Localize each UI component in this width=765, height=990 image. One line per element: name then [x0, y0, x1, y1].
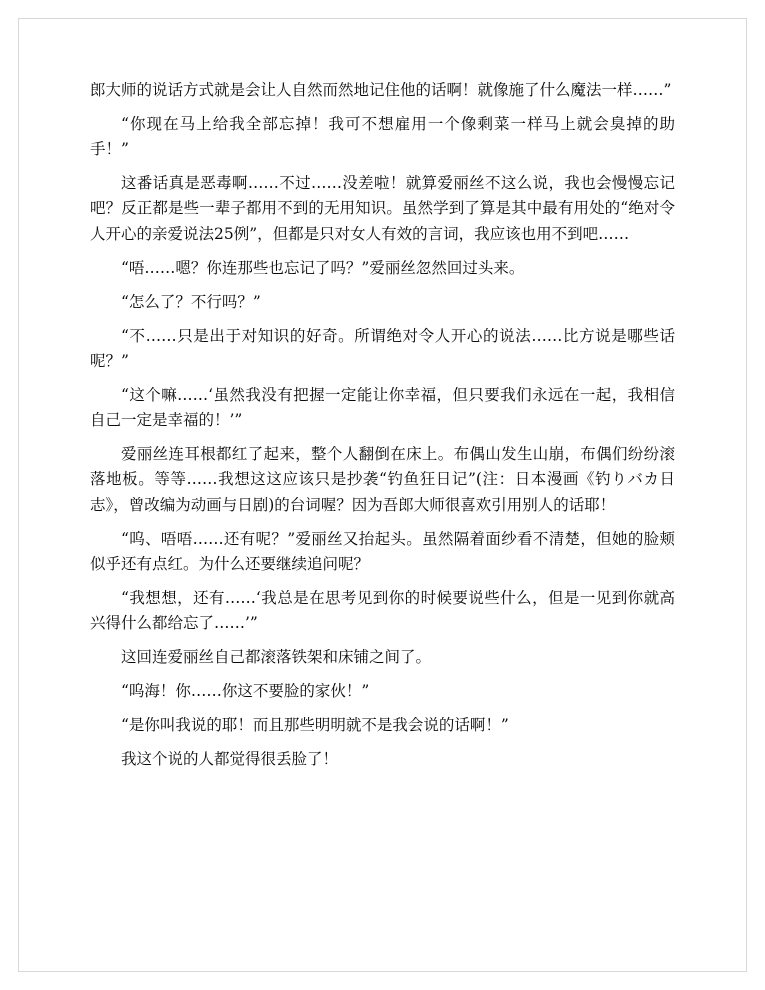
paragraph: 郎大师的说话方式就是会让人自然而然地记住他的话啊！就像施了什么魔法一样……”	[90, 81, 672, 99]
page-text-body	[90, 78, 675, 782]
paragraph: 我这个说的人都觉得很丢脸了！	[121, 750, 339, 769]
paragraph: “怎么了？不行吗？”	[121, 292, 261, 311]
paragraph: “是你叫我说的耶！而且那些明明就不是我会说的话啊！”	[121, 716, 509, 735]
paragraph: 这番话真是恶毒啊……不过……没差啦！就算爱丽丝不这么说，我也会慢慢忘记吧？反正都是些一辈子都用不到的无用知识。虽然学到了算是其中最有用处的“绝对令人开心的亲爱说法25例”，但都是只对女人有效的言词，我应该也用不到吧……	[90, 174, 675, 243]
paragraph: “呜海！你……你这不要脸的家伙！”	[121, 682, 370, 701]
paragraph: “我想想，还有……‘我总是在思考见到你的时候要说些什么，但是一见到你就高兴得什么都给忘了……’”	[90, 588, 675, 632]
paragraph: “呜、唔唔……还有呢？”爱丽丝又抬起头。虽然隔着面纱看不清楚，但她的脸颊似乎还有点红。为什么还要继续追问呢？	[90, 529, 675, 573]
paragraph: “唔……嗯？你连那些也忘记了吗？”爱丽丝忽然回过头来。	[121, 258, 525, 277]
paragraph: “不……只是出于对知识的好奇。所谓绝对令人开心的说法……比方说是哪些话呢？”	[90, 326, 675, 370]
paragraph: “这个嘛……‘虽然我没有把握一定能让你幸福，但只要我们永远在一起，我相信自己一定是幸福的！’”	[90, 386, 675, 430]
paragraph: “你现在马上给我全部忘掉！我可不想雇用一个像剩菜一样马上就会臭掉的助手！”	[90, 115, 675, 159]
paragraph: 爱丽丝连耳根都红了起来，整个人翻倒在床上。布偶山发生山崩，布偶们纷纷滚落地板。等等……我想这这应该只是抄袭“钓鱼狂日记”(注：日本漫画《钓りバカ日志》，曾改编为动画与日剧)的台词喔？因为吾郎大师很喜欢引用别人的话耶！	[90, 445, 675, 514]
paragraph: 这回连爱丽丝自己都滚落铁架和床铺之间了。	[121, 648, 432, 667]
